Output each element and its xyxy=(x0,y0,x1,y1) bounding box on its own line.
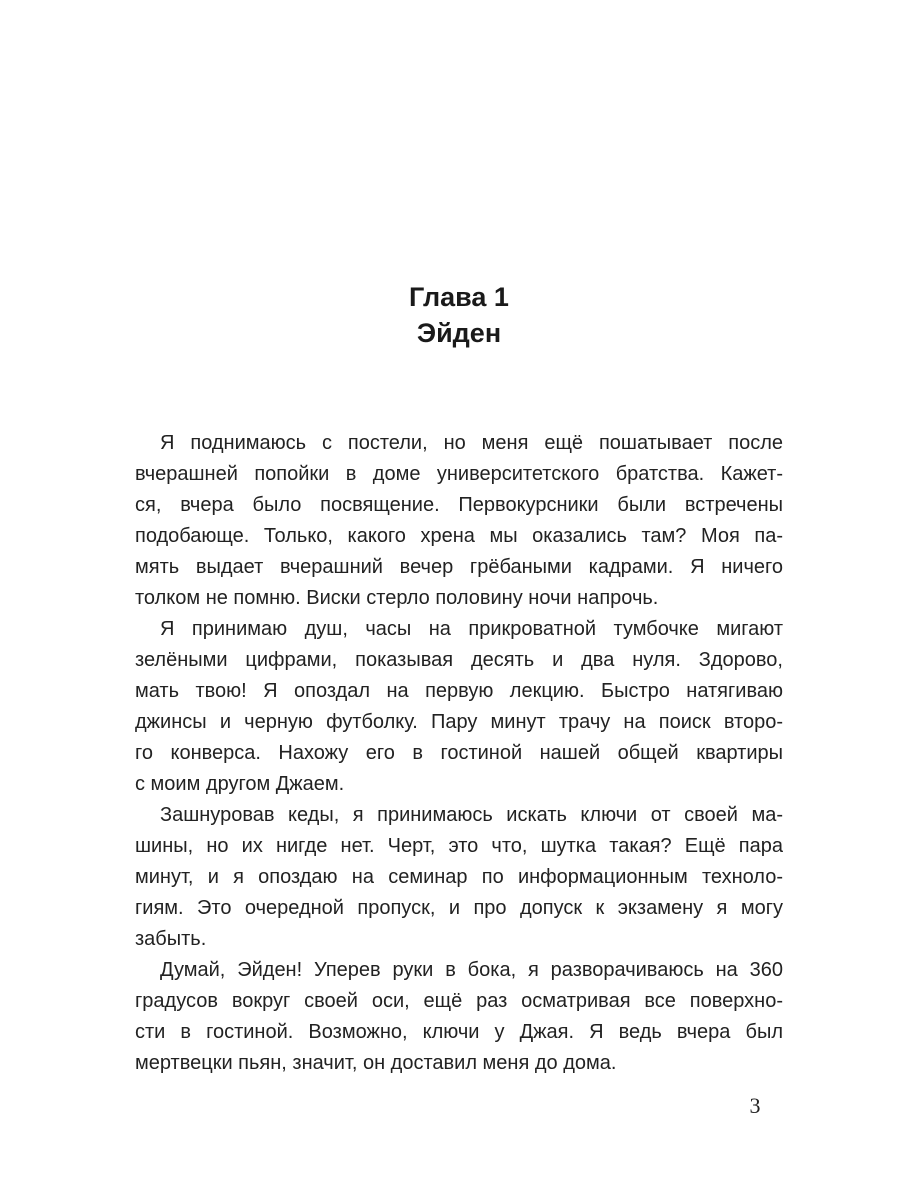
paragraph xyxy=(135,614,783,800)
text-line: ся, вчера было посвящение. Первокурсники были встречены xyxy=(135,494,783,516)
paragraph xyxy=(135,800,783,955)
text-line: го конверса. Нахожу его в гостиной нашей общей квартиры xyxy=(135,742,783,764)
text-line: подобающе. Только, какого хрена мы оказались там? Моя па- xyxy=(135,525,783,547)
text-line: мять выдает вчерашний вечер грёбаными кадрами. Я ничего xyxy=(135,556,783,578)
text-line: толком не помню. Виски стерло половину ночи напрочь. xyxy=(135,587,659,609)
paragraph xyxy=(135,428,783,614)
text-line: зелёными цифрами, показывая десять и два нуля. Здорово, xyxy=(135,649,783,671)
chapter-title: Эйден xyxy=(416,318,502,348)
text-line: вчерашней попойки в доме университетского братства. Кажет- xyxy=(135,463,783,485)
text-line: Думай, Эйден! Уперев руки в бока, я разворачиваюсь на 360 xyxy=(160,959,783,981)
page-number: 3 xyxy=(749,1093,761,1118)
text-line: минут, и я опоздаю на семинар по информационным техноло- xyxy=(135,866,783,888)
text-line: Я поднимаюсь с постели, но меня ещё пошатывает после xyxy=(160,432,783,454)
text-line: с моим другом Джаем. xyxy=(135,773,345,795)
text-line: джинсы и черную футболку. Пару минут трачу на поиск второ- xyxy=(135,711,783,733)
chapter-body xyxy=(135,428,783,1079)
chapter-heading xyxy=(135,279,783,351)
text-line: мать твою! Я опоздал на первую лекцию. Быстро натягиваю xyxy=(135,680,783,702)
text-line: Зашнуровав кеды, я принимаюсь искать ключи от своей ма- xyxy=(160,804,783,826)
text-line: шины, но их нигде нет. Черт, это что, шутка такая? Ещё пара xyxy=(135,835,783,857)
text-line: мертвецки пьян, значит, он доставил меня до дома. xyxy=(135,1052,617,1074)
text-line: забыть. xyxy=(135,928,207,950)
text-line: Я принимаю душ, часы на прикроватной тумбочке мигают xyxy=(160,618,783,640)
chapter-number: Глава 1 xyxy=(409,282,509,312)
paragraph xyxy=(135,955,783,1079)
text-line: сти в гостиной. Возможно, ключи у Джая. Я ведь вчера был xyxy=(135,1021,783,1043)
text-line: градусов вокруг своей оси, ещё раз осматривая все поверхно- xyxy=(135,990,783,1012)
text-line: гиям. Это очередной пропуск, и про допуск к экзамену я могу xyxy=(135,897,783,919)
